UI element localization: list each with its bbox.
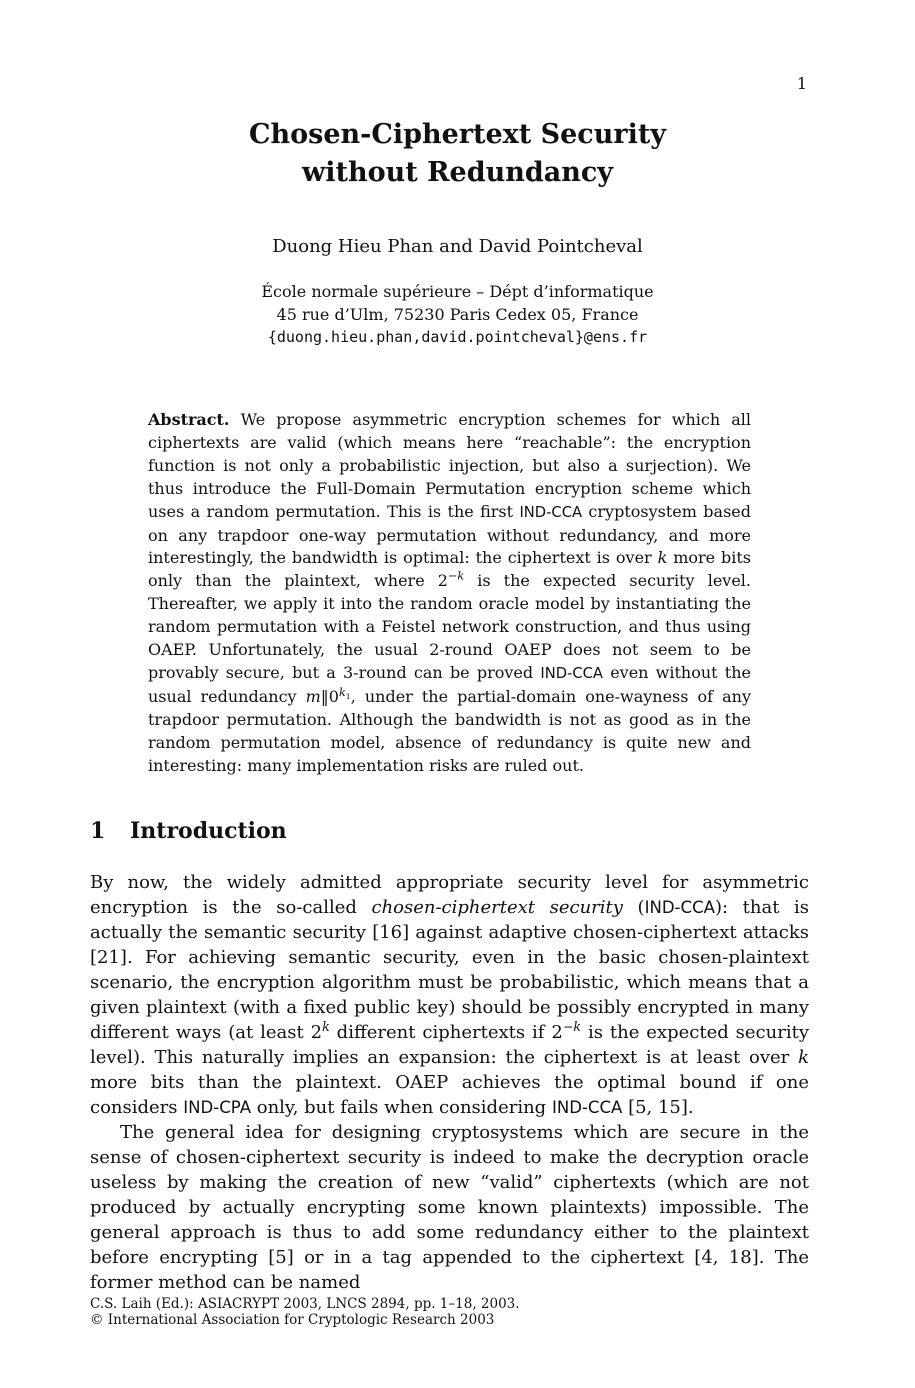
math-neg-k: −k [447,570,465,584]
body-text: ): that is actually the semantic security [16] against adaptive chosen-ciphertext attacks [21]. For achieving semantic security, even in the basic chosen-plaintext scenario, the encryption algorithm must be probabilistic, which means that a given plaintext (with a fixed public key) should be possibly encrypted in many different ways (at least 2 [90,897,809,1043]
abstract [148,409,751,778]
affiliation-line-1: École normale supérieure – Dépt d’informatique [261,282,654,301]
affiliation [0,280,915,349]
abstract-text: more bits only than the plaintext, where 2 [148,548,752,591]
paragraph-2: The general idea for designing cryptosystems which are secure in the sense of chosen-ciphertext security is indeed to make the decryption oracle useless by making the creation of new “valid” ciphertexts (which are not produced by actually encrypting some known plaintexts) impossible. The general approach is thus to add some redundancy either to the plaintext before encrypting [5] or in a tag appended to the ciphertext [4, 18]. The former method can be named [90,1122,809,1293]
emphasis: chosen-ciphertext security [371,897,623,918]
title-line-1: Chosen-Ciphertext Security [248,119,666,150]
body-text: [5, 15]. [622,1097,694,1118]
body-text: different ciphertexts if 2 [329,1022,563,1043]
math-m: m [305,686,321,706]
abstract-text: , under the partial-domain one-wayness of any trapdoor permutation. Although the bandwidth is not as good as in the random permutation model, absence of redundancy is quite new and interesting: many implementation risks are ruled out. [148,686,751,775]
section-heading-introduction [90,818,287,844]
page-number: 1 [796,74,807,93]
footer-citation: C.S. Laih (Ed.): ASIACRYPT 2003, LNCS 2894, pp. 1–18, 2003. [90,1296,520,1312]
ind-cca-term: IND-CCA [519,503,583,521]
math-k1-sub: 1 [345,691,351,701]
math-concat: ‖0 [320,686,339,706]
body-text: ( [622,897,645,918]
authors: Duong Hieu Phan and David Pointcheval [272,236,643,257]
footer [90,1296,520,1328]
section-title: Introduction [130,818,287,844]
body-text: only, but fails when considering [251,1097,552,1118]
ind-cpa-term: IND-CPA [183,1098,252,1117]
math-k: k [657,548,668,568]
paper-title [0,116,915,192]
math-k: k [798,1047,809,1068]
body-text: is the expected security level). This naturally implies an expansion: the ciphertext is at least over [90,1022,809,1068]
affiliation-line-2: 45 rue d’Ulm, 75230 Paris Cedex 05, France [276,305,639,324]
body-text: By now, the widely admitted appropriate security level for asymmetric encryption is the so-called [90,872,809,918]
footer-copyright: © International Association for Cryptologic Research 2003 [90,1312,495,1328]
ind-cca-term: IND-CCA [551,1098,623,1117]
section-number: 1 [90,818,106,844]
math-k1: k [338,685,346,699]
math-neg-k: −k [562,1019,582,1034]
ind-cca-term: IND-CCA [540,664,603,682]
affiliation-email: {duong.hieu.phan,david.pointcheval}@ens.fr [267,328,648,346]
abstract-text: even without the usual redundancy [148,662,752,706]
abstract-text: We propose asymmetric encryption schemes for which all ciphertexts are valid (which means here “reachable”: the encryption function is not only a probabilistic injection, but also a surjection). We thus introduce the Full-Domain Permutation encryption scheme which uses a random permutation. This is the first [148,410,751,521]
math-k: k [322,1019,330,1034]
body-text: more bits than the plaintext. OAEP achieves the optimal bound if one considers [90,1072,809,1118]
introduction-body [90,870,809,1295]
abstract-text: cryptosystem based on any trapdoor one-way permutation without redundancy, and more interestingly, the bandwidth is optimal: the ciphertext is over [148,501,751,568]
abstract-text: is the expected security level. Thereafter, we apply it into the random oracle model by instantiating the random permutation with a Feistel network construction, and thus using OAEP. Unfortunately, the usual 2-round OAEP does not seem to be provably secure, but a 3-round can be proved [148,571,752,682]
paragraph-1 [90,870,809,1120]
title-line-2: without Redundancy [301,157,613,188]
ind-cca-term: IND-CCA [644,898,715,917]
abstract-label: Abstract. [148,410,230,429]
